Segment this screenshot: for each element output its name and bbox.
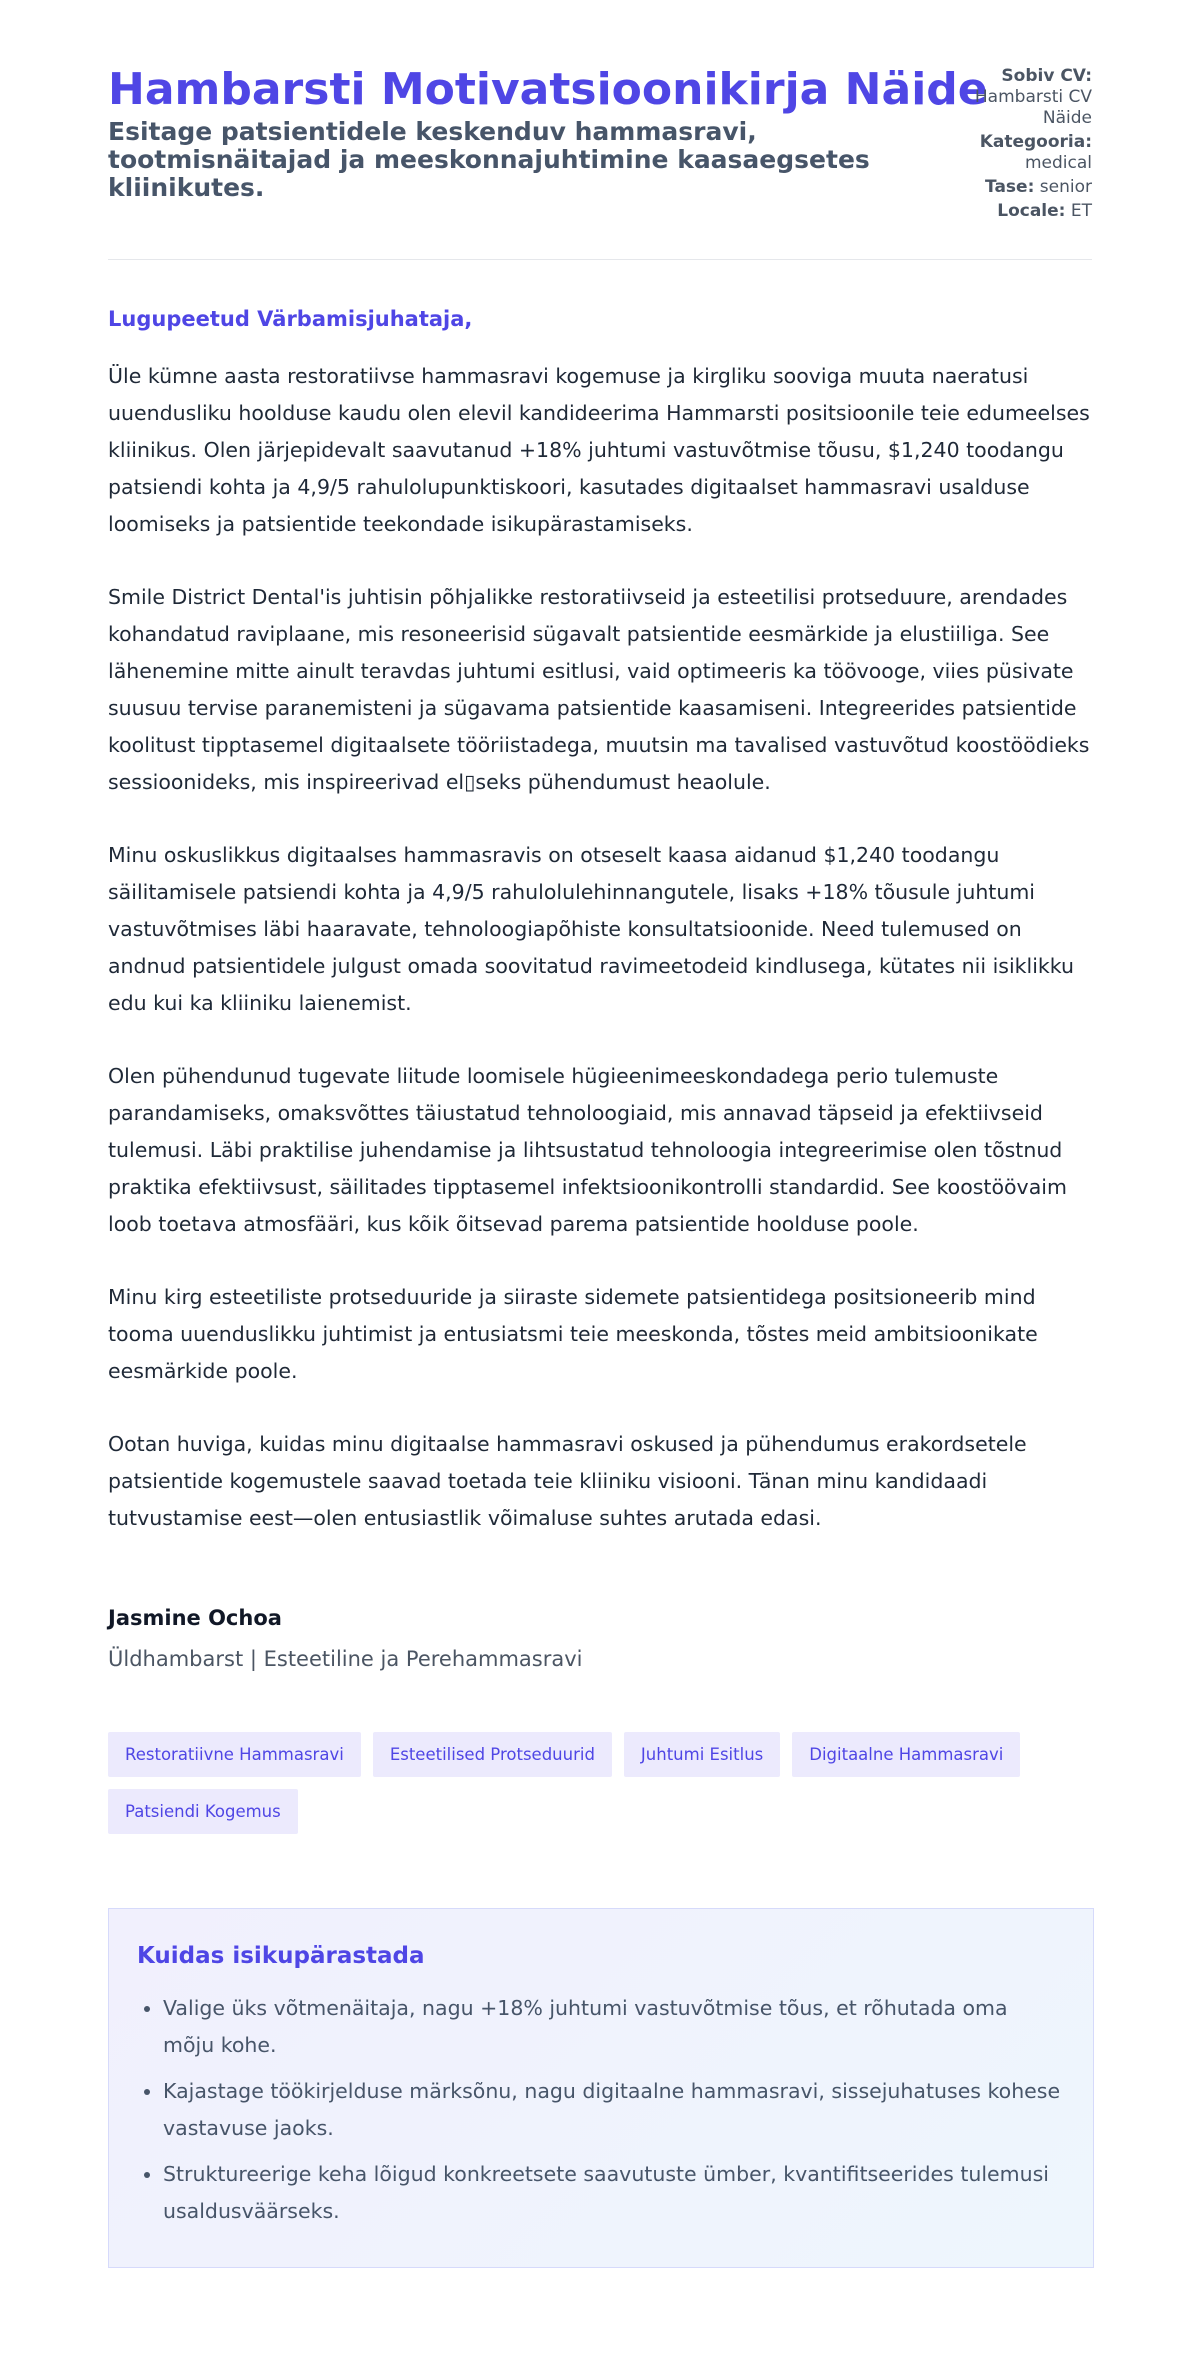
tip-item: • Struktureerige keha lõigud konkreetsete saavutuste ümber, kvantifitseerides tulemusi usaldusväärseks. bbox=[163, 2156, 1065, 2230]
document-header bbox=[108, 66, 1092, 260]
letter-paragraph: Üle kümne aasta restoratiivse hammasravi kogemuse ja kirgliku sooviga muuta naeratusi uuendusliku hoolduse kaudu olen elevil kandideerima Hammarsti positsioonile teie edumeelses kliinikus. Olen järjepidevalt saavutanud +18% juhtumi vastuvõtmise tõusu, $1,240 toodangu patsiendi kohta ja 4,9/5 rahulolupunktiskoori, kasutades digitaalset hammasravi usalduse loomiseks ja patsientide teekondade isikupärastamiseks. bbox=[108, 364, 1090, 536]
meta-suitable-cv bbox=[936, 66, 1092, 129]
skill-tags bbox=[108, 1732, 1098, 1834]
letter-paragraph: Minu kirg esteetiliste protseduuride ja siiraste sidemete patsientidega positsioneerib mind tooma uuenduslikku juhtimist ja entusiatsmi teie meeskonda, tõstes meid ambitsioonikate eesmärkide poole. bbox=[108, 1285, 1038, 1383]
signature-block bbox=[108, 1604, 1092, 1674]
letter-greeting: Lugupeetud Värbamisjuhataja, bbox=[108, 307, 473, 331]
meta-value: medical bbox=[1024, 153, 1092, 173]
letter-paragraph: Ootan huviga, kuidas minu digitaalse hammasravi oskused ja pühendumus erakordsetele patsientide kogemustele saavad toetada teie kliiniku visiooni. Tänan minu kandidaadi tutvustamise eest—olen entusiastlik võimaluse suhtes arutada edasi. bbox=[108, 1432, 1027, 1530]
tip-item: • Valige üks võtmenäitaja, nagu +18% juhtumi vastuvõtmise tõus, et rõhutada oma mõju kohe. bbox=[163, 1990, 1065, 2064]
page-title: Hambarsti Motivatsioonikirja Näide bbox=[108, 64, 988, 115]
skill-tag: Restoratiivne Hammasravi bbox=[108, 1732, 361, 1777]
meta-locale bbox=[936, 201, 1092, 222]
skill-tag: Esteetilised Protseduurid bbox=[373, 1732, 612, 1777]
skill-tag: Patsiendi Kogemus bbox=[108, 1789, 298, 1834]
signature-name: Jasmine Ochoa bbox=[108, 1606, 282, 1630]
meta-label: Kategooria: bbox=[979, 132, 1092, 152]
skill-tag: Juhtumi Esitlus bbox=[624, 1732, 780, 1777]
tips-title: Kuidas isikupärastada bbox=[137, 1943, 425, 1969]
document-meta bbox=[936, 66, 1092, 225]
meta-value: ET bbox=[1070, 201, 1092, 221]
meta-label: Locale: bbox=[997, 201, 1066, 221]
meta-value: senior bbox=[1039, 177, 1092, 197]
letter-paragraph: Smile District Dental'is juhtisin põhjalikke restoratiivseid ja esteetilisi protseduure, arendades kohandatud raviplaane, mis resoneerisid sügavalt patsientide eesmärkide ja elustiiliga. See lähenemine mitte ainult teravdas juhtumi esitlusi, vaid optimeeris ka töövooge, viies püsivate suusuu tervise paranemisteni ja sügavama patsientide kaasamiseni. Integreerides patsientide koolitust tipptasemel digitaalsete tööriistadega, muutsin ma tavalised vastuvõtud koostöödieks sessioonideks, mis inspireerivad el▯seks pühendumust heaolule. bbox=[108, 585, 1090, 794]
header-title-block bbox=[108, 64, 988, 202]
letter-paragraph: Minu oskuslikkus digitaalses hammasravis on otseselt kaasa aidanud $1,240 toodangu säilitamisele patsiendi kohta ja 4,9/5 rahulolulehinnangutele, lisaks +18% tõusule juhtumi vastuvõtmises läbi haaravate, tehnoloogiapõhiste konsultatsioonide. Need tulemused on andnud patsientidele julgust omada soovitatud ravimeetodeid kindlusega, kütates nii isiklikku edu kui ka kliiniku laienemist. bbox=[108, 843, 1075, 1015]
tips-list bbox=[137, 1990, 1065, 2230]
meta-level bbox=[936, 177, 1092, 198]
meta-label: Sobiv CV: bbox=[1001, 66, 1092, 86]
page-subtitle: Esitage patsientidele keskenduv hammasravi, tootmisnäitajad ja meeskonnajuhtimine kaasaegsetes kliinikutes. bbox=[108, 117, 870, 202]
letter-body bbox=[108, 305, 1092, 1537]
signature-title: Üldhambarst | Esteetiline ja Perehammasravi bbox=[108, 1647, 583, 1671]
personalization-tips bbox=[108, 1908, 1094, 2268]
skill-tag: Digitaalne Hammasravi bbox=[792, 1732, 1020, 1777]
tip-item: • Kajastage töökirjelduse märksõnu, nagu digitaalne hammasravi, sissejuhatuses kohese vastavuse jaoks. bbox=[163, 2073, 1065, 2147]
meta-label: Tase: bbox=[985, 177, 1035, 197]
letter-paragraph: Olen pühendunud tugevate liitude loomisele hügieenimeeskondadega perio tulemuste parandamiseks, omaksvõttes täiustatud tehnoloogiaid, mis annavad täpseid ja efektiivseid tulemusi. Läbi praktilise juhendamise ja lihtsustatud tehnoloogia integreerimise olen tõstnud praktika efektiivsust, säilitades tipptasemel infektsioonikontrolli standardid. See koostöövaim loob toetava atmosfääri, kus kõik õitsevad parema patsientide hoolduse poole. bbox=[108, 1064, 1067, 1236]
meta-category bbox=[936, 132, 1092, 174]
meta-value: Hambarsti CV Näide bbox=[974, 87, 1092, 128]
